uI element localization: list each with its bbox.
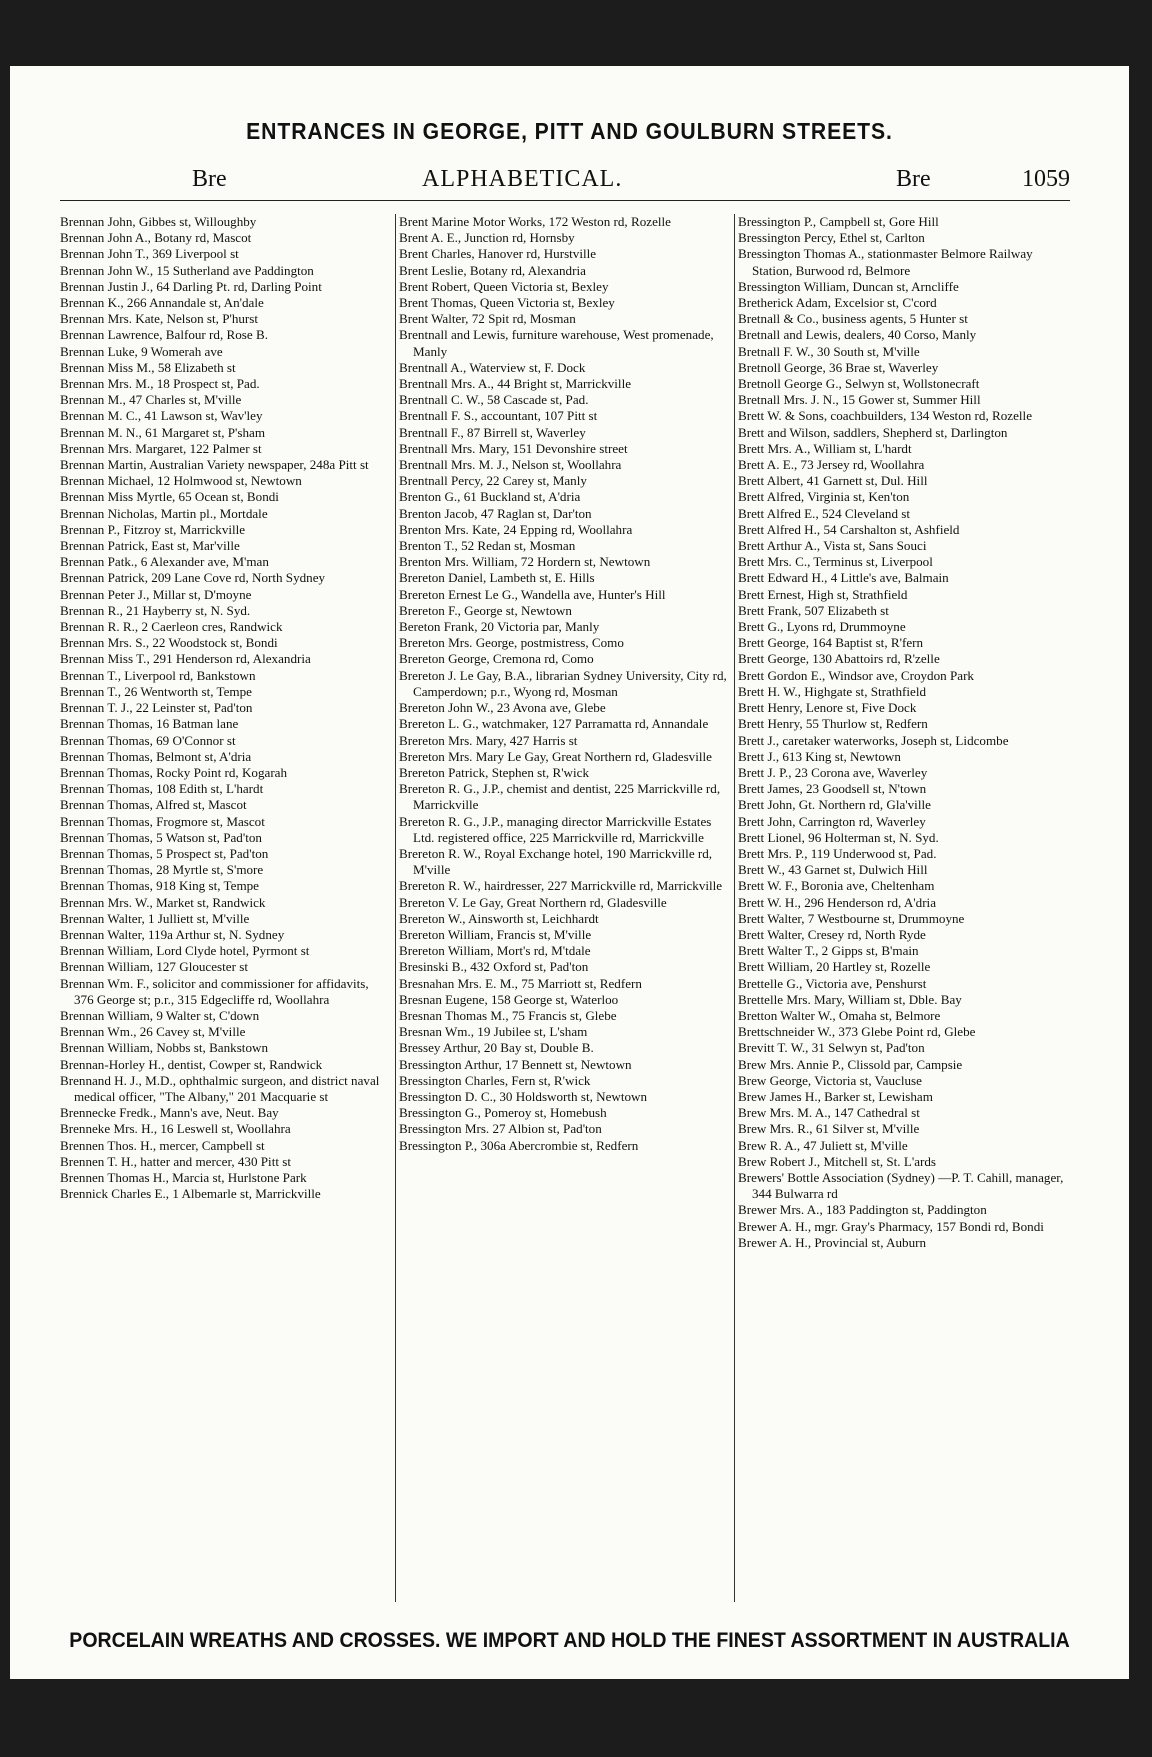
directory-entry: Brennan Patrick, 209 Lane Cove rd, North Sydney — [60, 570, 326, 586]
directory-entry: Brereton W., Ainsworth st, Leichhardt — [399, 910, 599, 926]
directory-entry: Brennan Martin, Australian Variety newspaper, 248a Pitt st — [60, 457, 369, 473]
directory-entry: Brett Alfred E., 524 Cleveland st — [738, 505, 911, 521]
directory-entry: Brett Mrs. C., Terminus st, Liverpool — [738, 554, 933, 570]
directory-entry: Brett J., caretaker waterworks, Joseph st, Lidcombe — [738, 732, 1009, 748]
directory-entry: Brent A. E., Junction rd, Hornsby — [399, 230, 575, 246]
directory-column-2 — [399, 214, 729, 1602]
directory-entry: Bretnall F. W., 30 South st, M'ville — [738, 343, 920, 359]
directory-column-1 — [60, 214, 390, 1602]
directory-entry: Brew Mrs. Annie P., Clissold par, Campsie — [738, 1056, 963, 1072]
directory-entry: Brewer A. H., mgr. Gray's Pharmacy, 157 Bondi rd, Bondi — [738, 1218, 1044, 1234]
directory-entry: Brew James H., Barker st, Lewisham — [738, 1088, 933, 1104]
directory-entry: Brennan Thomas, Belmont st, A'dria — [60, 748, 252, 764]
directory-entry: Brettschneider W., 373 Glebe Point rd, Glebe — [738, 1024, 976, 1040]
directory-entry: Brennan Miss T., 291 Henderson rd, Alexandria — [60, 651, 311, 667]
directory-entry: Brereton John W., 23 Avona ave, Glebe — [399, 700, 606, 716]
directory-entry: Brett John, Gt. Northern rd, Gla'ville — [738, 797, 931, 813]
directory-entry: Brett Mrs. A., William st, L'hardt — [738, 440, 912, 456]
directory-entry: Brennan Thomas, 5 Prospect st, Pad'ton — [60, 845, 269, 861]
directory-entry: Brennan-Horley H., dentist, Cowper st, Randwick — [60, 1056, 323, 1072]
directory-entry: Brentnall Mrs. M. J., Nelson st, Woollahra — [399, 457, 622, 473]
directory-entry: Brew Robert J., Mitchell st, St. L'ards — [738, 1153, 937, 1169]
directory-entry: Brett J. P., 23 Corona ave, Waverley — [738, 764, 928, 780]
directory-entry: Brett A. E., 73 Jersey rd, Woollahra — [738, 457, 925, 473]
directory-entry: Brennan Walter, 1 Julliett st, M'ville — [60, 910, 250, 926]
directory-entry: Bretnoll George G., Selwyn st, Wollstonecraft — [738, 376, 980, 392]
directory-entry: Brent Robert, Queen Victoria st, Bexley — [399, 278, 609, 294]
directory-entry: Brennan Thomas, Frogmore st, Mascot — [60, 813, 265, 829]
directory-entry: Brennan William, 9 Walter st, C'down — [60, 1007, 260, 1023]
directory-entry: Brentnall F. S., accountant, 107 Pitt st — [399, 408, 598, 424]
directory-entry: Brent Walter, 72 Spit rd, Mosman — [399, 311, 576, 327]
directory-entry: Brevitt T. W., 31 Selwyn st, Pad'ton — [738, 1040, 925, 1056]
directory-entry: Brereton R. W., hairdresser, 227 Marrickville rd, Marrickville — [399, 878, 723, 894]
directory-entry: Brew Mrs. M. A., 147 Cathedral st — [738, 1105, 920, 1121]
directory-entry: Brenneke Mrs. H., 16 Leswell st, Woollahra — [60, 1121, 291, 1137]
directory-entry: Brennen T. H., hatter and mercer, 430 Pitt st — [60, 1153, 291, 1169]
directory-entry: Brennan Mrs. Kate, Nelson st, P'hurst — [60, 311, 259, 327]
directory-entry: Brennand H. J., M.D., ophthalmic surgeon, and district naval medical officer, "The Albany," 201 Macquarie st — [60, 1072, 380, 1104]
header-right-guide: Bre — [896, 166, 931, 192]
column-divider — [395, 214, 396, 1602]
directory-entry: Brett W., 43 Garnet st, Dulwich Hill — [738, 862, 928, 878]
directory-entry: Bretnoll George, 36 Brae st, Waverley — [738, 359, 939, 375]
directory-entry: Brett Walter, Cresey rd, North Ryde — [738, 926, 926, 942]
directory-entry: Brennan William, 127 Gloucester st — [60, 959, 248, 975]
directory-entry: Brennan John, Gibbes st, Willoughby — [60, 214, 257, 229]
directory-entry: Brett Mrs. P., 119 Underwood st, Pad. — [738, 845, 937, 861]
directory-entry: Brent Charles, Hanover rd, Hurstville — [399, 246, 597, 262]
directory-entry: Brett John, Carrington rd, Waverley — [738, 813, 926, 829]
directory-entry: Brenton Jacob, 47 Raglan st, Dar'ton — [399, 505, 592, 521]
column-divider — [734, 214, 735, 1602]
directory-entry: Brennan T., 26 Wentworth st, Tempe — [60, 683, 252, 699]
directory-entry: Brett G., Lyons rd, Drummoyne — [738, 619, 906, 635]
directory-entry: Bretnall and Lewis, dealers, 40 Corso, Manly — [738, 327, 977, 343]
directory-entry: Brennan Luke, 9 Womerah ave — [60, 343, 223, 359]
directory-entry: Bretton Walter W., Omaha st, Belmore — [738, 1007, 941, 1023]
directory-entry: Bresinski B., 432 Oxford st, Pad'ton — [399, 959, 589, 975]
directory-entry: Brennen Thos. H., mercer, Campbell st — [60, 1137, 265, 1153]
directory-entry: Brennan Walter, 119a Arthur st, N. Sydney — [60, 926, 285, 942]
directory-entry: Brett Gordon E., Windsor ave, Croydon Park — [738, 667, 974, 683]
page-header — [60, 164, 1070, 201]
directory-entry: Brett Edward H., 4 Little's ave, Balmain — [738, 570, 949, 586]
directory-entry: Bressington P., 306a Abercrombie st, Redfern — [399, 1137, 639, 1153]
directory-entry: Brennan Miss M., 58 Elizabeth st — [60, 359, 236, 375]
directory-entry: Brennan Mrs. S., 22 Woodstock st, Bondi — [60, 635, 278, 651]
directory-entry: Brenton G., 61 Buckland st, A'dria — [399, 489, 581, 505]
directory-entry: Bressington P., Campbell st, Gore Hill — [738, 214, 939, 229]
directory-entry: Brennan K., 266 Annandale st, An'dale — [60, 295, 264, 311]
directory-entry: Brent Leslie, Botany rd, Alexandria — [399, 262, 586, 278]
directory-entry: Brennen Thomas H., Marcia st, Hurlstone Park — [60, 1169, 307, 1185]
directory-entry: Brettelle Mrs. Mary, William st, Dble. Bay — [738, 991, 962, 1007]
directory-entry: Brennan Nicholas, Martin pl., Mortdale — [60, 505, 268, 521]
directory-entry: Brennan R., 21 Hayberry st, N. Syd. — [60, 602, 251, 618]
directory-entry: Brennan William, Nobbs st, Bankstown — [60, 1040, 268, 1056]
directory-entry: Bressington Charles, Fern st, R'wick — [399, 1072, 591, 1088]
directory-entry: Brett W. & Sons, coachbuilders, 134 Weston rd, Rozelle — [738, 408, 1033, 424]
directory-entry: Brett Albert, 41 Garnett st, Dul. Hill — [738, 473, 928, 489]
directory-entry: Brennan R. R., 2 Caerleon cres, Randwick — [60, 619, 283, 635]
directory-entry: Brett W. F., Boronia ave, Cheltenham — [738, 878, 935, 894]
directory-entry: Brennan Wm. F., solicitor and commissioner for affidavits, 376 George st; p.r., 315 Edgecliffe rd, Woollahra — [60, 975, 369, 1007]
directory-entry: Brennan Thomas, 69 O'Connor st — [60, 732, 236, 748]
directory-entry: Brett William, 20 Hartley st, Rozelle — [738, 959, 931, 975]
directory-entry: Bressington D. C., 30 Holdsworth st, Newtown — [399, 1088, 648, 1104]
directory-entry: Brennan Justin J., 64 Darling Pt. rd, Darling Point — [60, 278, 322, 294]
directory-entry: Brett Alfred, Virginia st, Ken'ton — [738, 489, 910, 505]
directory-entry: Brentnall C. W., 58 Cascade st, Pad. — [399, 392, 589, 408]
page-footer-advert: PORCELAIN WREATHS AND CROSSES. WE IMPORT AND HOLD THE FINEST ASSORTMENT IN AUSTRALIA — [69, 1629, 1070, 1652]
directory-entry: Brennan M. N., 61 Margaret st, P'sham — [60, 424, 266, 440]
directory-entry: Brew Mrs. R., 61 Silver st, M'ville — [738, 1121, 920, 1137]
directory-entry: Brennan Wm., 26 Cavey st, M'ville — [60, 1024, 246, 1040]
directory-entry: Brennan Patrick, East st, Mar'ville — [60, 538, 240, 554]
directory-entry: Brett J., 613 King st, Newtown — [738, 748, 901, 764]
directory-entry: Bresnan Wm., 19 Jubilee st, L'sham — [399, 1024, 588, 1040]
directory-entry: Bressington G., Pomeroy st, Homebush — [399, 1105, 607, 1121]
directory-entry: Bressey Arthur, 20 Bay st, Double B. — [399, 1040, 594, 1056]
directory-entry: Brett Frank, 507 Elizabeth st — [738, 602, 889, 618]
directory-entry: Bresnan Thomas M., 75 Francis st, Glebe — [399, 1007, 617, 1023]
directory-entry: Brennan Mrs. Margaret, 122 Palmer st — [60, 440, 262, 456]
directory-entry: Brennan Patk., 6 Alexander ave, M'man — [60, 554, 269, 570]
directory-entry: Brereton Ernest Le G., Wandella ave, Hunter's Hill — [399, 586, 666, 602]
directory-entry: Brett and Wilson, saddlers, Shepherd st, Darlington — [738, 424, 1008, 440]
directory-entry: Bretherick Adam, Excelsior st, C'cord — [738, 295, 937, 311]
directory-entry: Brennan William, Lord Clyde hotel, Pyrmont st — [60, 943, 310, 959]
directory-entry: Brett W. H., 296 Henderson rd, A'dria — [738, 894, 937, 910]
directory-entry: Brenton Mrs. William, 72 Hordern st, Newtown — [399, 554, 651, 570]
directory-entry: Brereton R. G., J.P., chemist and dentist, 225 Marrickville rd, Marrickville — [399, 781, 721, 813]
directory-entry: Brennan John W., 15 Sutherland ave Paddington — [60, 262, 314, 278]
directory-entry: Brereton George, Cremona rd, Como — [399, 651, 594, 667]
directory-entry: Brenton T., 52 Redan st, Mosman — [399, 538, 576, 554]
directory-entry: Brennan P., Fitzroy st, Marrickville — [60, 521, 246, 537]
directory-entry: Brennan John A., Botany rd, Mascot — [60, 230, 252, 246]
directory-entry: Brentnall and Lewis, furniture warehouse, West promenade, Manly — [399, 327, 714, 359]
directory-entry: Brettelle G., Victoria ave, Penshurst — [738, 975, 927, 991]
directory-entry: Brew R. A., 47 Juliett st, M'ville — [738, 1137, 908, 1153]
directory-entry: Brennan Peter J., Millar st, D'moyne — [60, 586, 252, 602]
directory-entry: Brewer Mrs. A., 183 Paddington st, Paddington — [738, 1202, 987, 1218]
directory-entry: Brewers' Bottle Association (Sydney) —P. T. Cahill, manager, 344 Bulwarra rd — [738, 1169, 1064, 1202]
directory-entry: Brereton L. G., watchmaker, 127 Parramatta rd, Annandale — [399, 716, 709, 732]
directory-entry: Bresnahan Mrs. E. M., 75 Marriott st, Redfern — [399, 975, 642, 991]
page-number: 1059 — [1022, 166, 1070, 192]
directory-entry: Bereton Frank, 20 Victoria par, Manly — [399, 619, 600, 635]
directory-entry: Brewer A. H., Provincial st, Auburn — [738, 1234, 927, 1250]
directory-entry: Brew George, Victoria st, Vaucluse — [738, 1072, 922, 1088]
directory-entry: Bressington Percy, Ethel st, Carlton — [738, 230, 925, 246]
directory-entry: Bretnall Mrs. J. N., 15 Gower st, Summer Hill — [738, 392, 981, 408]
directory-entry: Bressington Arthur, 17 Bennett st, Newtown — [399, 1056, 632, 1072]
directory-entry: Bresnan Eugene, 158 George st, Waterloo — [399, 991, 619, 1007]
directory-entry: Brett George, 130 Abattoirs rd, R'zelle — [738, 651, 940, 667]
directory-entry: Brennan T. J., 22 Leinster st, Pad'ton — [60, 700, 253, 716]
directory-entry: Brennan Thomas, 918 King st, Tempe — [60, 878, 259, 894]
directory-entry: Brennan Thomas, Alfred st, Mascot — [60, 797, 247, 813]
directory-entry: Brentnall Percy, 22 Carey st, Manly — [399, 473, 587, 489]
directory-entry: Brennan Lawrence, Balfour rd, Rose B. — [60, 327, 268, 343]
directory-entry: Brereton F., George st, Newtown — [399, 602, 572, 618]
directory-entry: Brenton Mrs. Kate, 24 Epping rd, Woollahra — [399, 521, 633, 537]
directory-entry: Brett H. W., Highgate st, Strathfield — [738, 683, 927, 699]
directory-entry: Brett Arthur A., Vista st, Sans Souci — [738, 538, 927, 554]
directory-entry: Brett James, 23 Goodsell st, N'town — [738, 781, 927, 797]
directory-entry: Brereton Mrs. Mary Le Gay, Great Northern rd, Gladesville — [399, 748, 712, 764]
directory-entry: Brent Marine Motor Works, 172 Weston rd, Rozelle — [399, 214, 671, 229]
directory-column-3 — [738, 214, 1070, 1602]
directory-entry: Brereton Mrs. George, postmistress, Como — [399, 635, 624, 651]
directory-entry: Brennan T., Liverpool rd, Bankstown — [60, 667, 256, 683]
directory-entry: Brereton Mrs. Mary, 427 Harris st — [399, 732, 578, 748]
directory-entry: Brereton V. Le Gay, Great Northern rd, Gladesville — [399, 894, 667, 910]
directory-entry: Brentnall Mrs. A., 44 Bright st, Marrickville — [399, 376, 632, 392]
directory-entry: Brereton Daniel, Lambeth st, E. Hills — [399, 570, 595, 586]
directory-entry: Bressington Thomas A., stationmaster Belmore Railway Station, Burwood rd, Belmore — [738, 246, 1033, 278]
directory-entry: Brentnall F., 87 Birrell st, Waverley — [399, 424, 586, 440]
directory-entry: Brereton R. G., J.P., managing director Marrickville Estates Ltd. registered office, 225 Marrickville rd, Marrickville — [399, 813, 712, 845]
directory-entry: Brennan Thomas, 16 Batman lane — [60, 716, 239, 732]
directory-entry: Bressington William, Duncan st, Arncliffe — [738, 278, 959, 294]
directory-entry: Brett Ernest, High st, Strathfield — [738, 586, 908, 602]
directory-entry: Brent Thomas, Queen Victoria st, Bexley — [399, 295, 615, 311]
directory-entry: Brereton William, Mort's rd, M'tdale — [399, 943, 591, 959]
directory-entry: Brennan Michael, 12 Holmwood st, Newtown — [60, 473, 302, 489]
directory-entry: Brentnall A., Waterview st, F. Dock — [399, 359, 586, 375]
directory-entry: Brennan Thomas, Rocky Point rd, Kogarah — [60, 764, 288, 780]
directory-entry: Brereton Patrick, Stephen st, R'wick — [399, 764, 590, 780]
directory-entry: Brennan Thomas, 108 Edith st, L'hardt — [60, 781, 264, 797]
directory-entry: Brereton R. W., Royal Exchange hotel, 190 Marrickville rd, M'ville — [399, 845, 713, 878]
directory-entry: Brereton William, Francis st, M'ville — [399, 926, 592, 942]
directory-entry: Brett Alfred H., 54 Carshalton st, Ashfield — [738, 521, 960, 537]
header-left-guide: Bre — [192, 166, 227, 192]
directory-entry: Bressington Mrs. 27 Albion st, Pad'ton — [399, 1121, 602, 1137]
directory-entry: Brett Lionel, 96 Holterman st, N. Syd. — [738, 829, 939, 845]
directory-entry: Brennan Mrs. M., 18 Prospect st, Pad. — [60, 376, 260, 392]
directory-entry: Brett Henry, 55 Thurlow st, Redfern — [738, 716, 928, 732]
header-title: ALPHABETICAL. — [422, 166, 623, 192]
directory-entry: Brennecke Fredk., Mann's ave, Neut. Bay — [60, 1105, 279, 1121]
page-banner: ENTRANCES IN GEORGE, PITT AND GOULBURN STREETS. — [246, 118, 893, 144]
directory-entry: Brennan Thomas, 28 Myrtle st, S'more — [60, 862, 264, 878]
directory-entry: Brennan Thomas, 5 Watson st, Pad'ton — [60, 829, 262, 845]
directory-entry: Brennan Miss Myrtle, 65 Ocean st, Bondi — [60, 489, 279, 505]
directory-entry: Brett Walter T., 2 Gipps st, B'main — [738, 943, 919, 959]
directory-entry: Brentnall Mrs. Mary, 151 Devonshire street — [399, 440, 628, 456]
directory-entry: Brett Walter, 7 Westbourne st, Drummoyne — [738, 910, 965, 926]
directory-entry: Bretnall & Co., business agents, 5 Hunter st — [738, 311, 968, 327]
directory-columns — [60, 214, 1070, 1602]
directory-entry: Brett Henry, Lenore st, Five Dock — [738, 700, 917, 716]
directory-entry: Brennan M., 47 Charles st, M'ville — [60, 392, 242, 408]
directory-entry: Brennan Mrs. W., Market st, Randwick — [60, 894, 266, 910]
directory-entry: Brennan M. C., 41 Lawson st, Wav'ley — [60, 408, 263, 424]
directory-entry: Brennick Charles E., 1 Albemarle st, Marrickville — [60, 1186, 321, 1202]
directory-page — [10, 66, 1129, 1679]
directory-entry: Brett George, 164 Baptist st, R'fern — [738, 635, 924, 651]
directory-entry: Brereton J. Le Gay, B.A., librarian Sydney University, City rd, Camperdown; p.r., Wyong rd, Mosman — [399, 667, 727, 699]
directory-entry: Brennan John T., 369 Liverpool st — [60, 246, 239, 262]
